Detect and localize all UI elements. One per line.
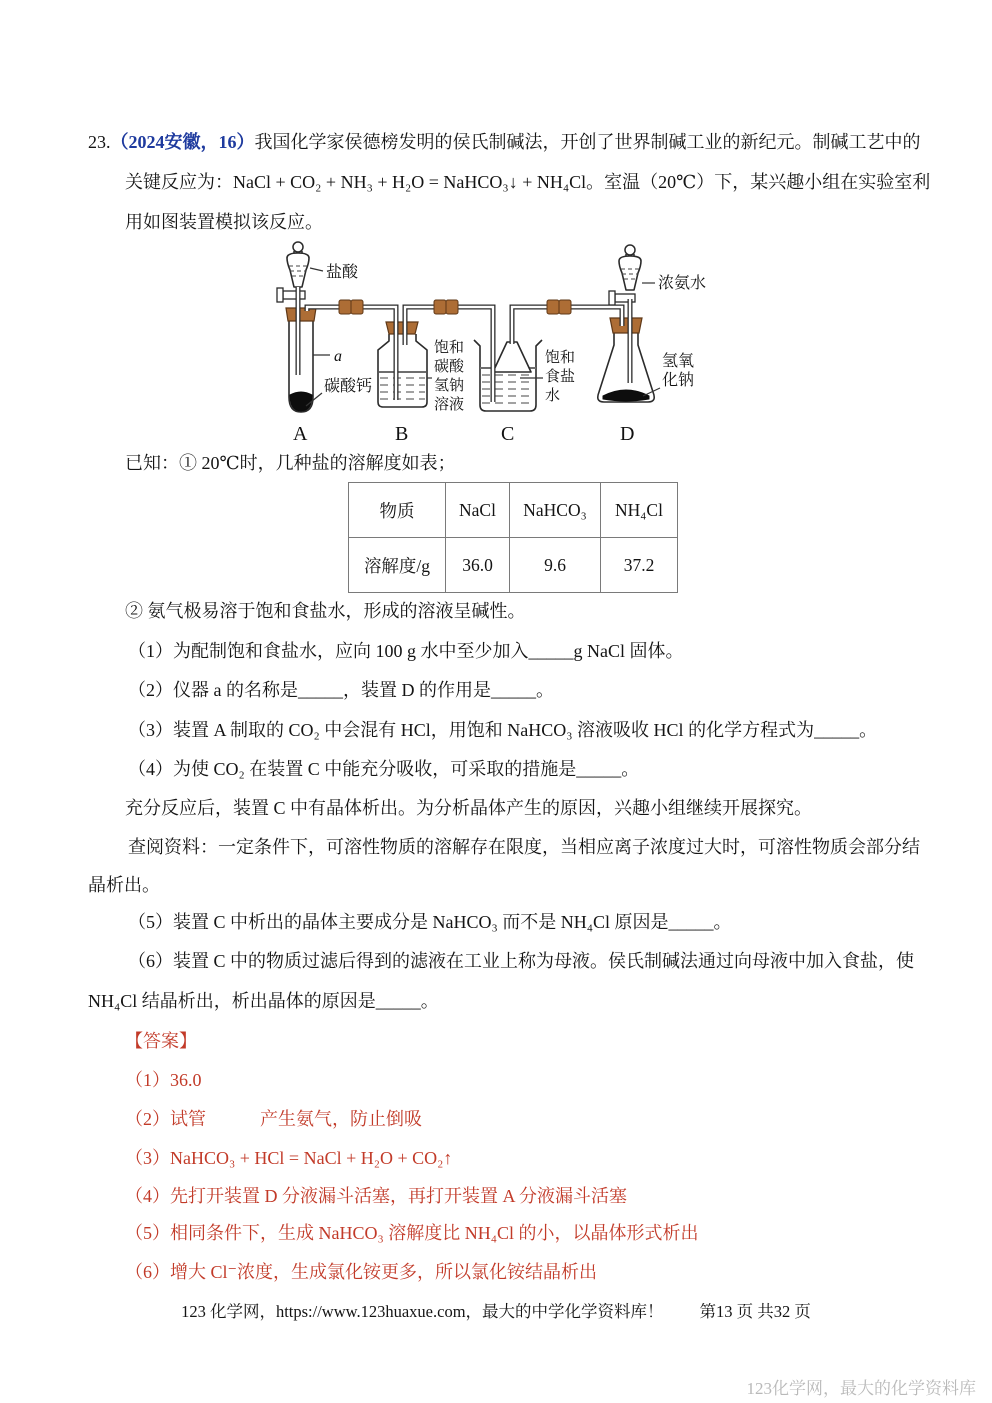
answer-5: （5）相同条件下，生成 NaHCO₃ 溶解度比 NH₄Cl 的小，以晶体形式析出 <box>125 1223 699 1243</box>
question-number: 23. <box>88 132 111 152</box>
answer-4: （4）先打开装置 D 分液漏斗活塞，再打开装置 A 分液漏斗活塞 <box>125 1186 628 1206</box>
paragraph-reference-2: 晶析出。 <box>88 875 160 895</box>
sub-question-4: （4）为使 CO₂ 在装置 C 中能充分吸收，可采取的措施是_____。 <box>128 759 640 779</box>
page-footer <box>0 1298 992 1322</box>
label-caco3: 碳酸钙 <box>324 378 373 395</box>
question-intro-line3: 用如图装置模拟该反应。 <box>125 212 323 232</box>
solubility-table <box>348 482 678 593</box>
sub-question-5: （5）装置 C 中析出的晶体主要成分是 NaHCO₃ 而不是 NH₄Cl 原因是_____。 <box>128 912 732 932</box>
stopper-a <box>286 308 316 321</box>
separating-funnel-d <box>619 245 641 290</box>
answer-header: 【答案】 <box>125 1031 197 1051</box>
sub-question-3: （3）装置 A 制取的 CO₂ 中会混有 HCl，用饱和 NaHCO₃ 溶液吸收 HCl 的化学方程式为_____。 <box>128 720 878 740</box>
label-nahco3-3: 氢钠 <box>434 378 465 394</box>
sub-question-1: （1）为配制饱和食盐水，应向 100 g 水中至少加入_____g NaCl 固体。 <box>128 641 684 661</box>
label-nahco3-4: 溶液 <box>434 397 465 413</box>
beaker-c <box>474 340 542 411</box>
footer-site-info: 123 化学网，https://www.123huaxue.com，最大的中学化学资料库！ <box>181 1302 664 1321</box>
flask-d <box>598 333 654 402</box>
question-intro-line1 <box>88 131 921 153</box>
label-naoh-1: 氢氧 <box>662 353 695 370</box>
letter-c: C <box>501 423 515 445</box>
test-tube-a <box>289 321 313 412</box>
table-cell: NaHCO₃ <box>510 483 601 538</box>
table-cell: NaCl <box>446 483 510 538</box>
letter-d: D <box>620 423 635 445</box>
answer-2: （2）试管 产生氨气，防止倒吸 <box>125 1109 422 1129</box>
letter-a: A <box>293 423 308 445</box>
answer-6: （6）增大 Cl⁻浓度，生成氯化铵更多，所以氯化铵结晶析出 <box>125 1262 598 1282</box>
table-cell: 37.2 <box>601 538 678 593</box>
label-nahco3-2: 碳酸 <box>434 359 465 375</box>
table-cell: 9.6 <box>510 538 601 593</box>
question-source-tag: （2024安徽，16） <box>110 132 255 152</box>
table-header-row <box>349 483 678 538</box>
answer-1: （1）36.0 <box>125 1070 202 1090</box>
apparatus-diagram <box>252 238 722 448</box>
stopper-b <box>386 322 418 334</box>
question-intro-line2: 关键反应为：NaCl + CO₂ + NH₃ + H₂O = NaHCO₃↓ + NH₄Cl。室温（20℃）下，某兴趣小组在实验室利 <box>125 172 931 192</box>
table-cell: 36.0 <box>446 538 510 593</box>
separating-funnel-a <box>287 242 309 287</box>
footer-page-number: 第13 页 共32 页 <box>699 1302 811 1321</box>
label-nacl-water-3: 水 <box>545 388 561 404</box>
label-nahco3-1: 饱和 <box>434 340 465 356</box>
question-intro-text: 我国化学家侯德榜发明的侯氏制碱法，开创了世界制碱工业的新纪元。制碱工艺中的 <box>254 132 921 152</box>
table-data-row <box>349 538 678 593</box>
watermark-text: 123化学网，最大的化学资料库 <box>746 1379 976 1398</box>
label-hcl: 盐酸 <box>326 264 359 281</box>
answer-3: （3）NaHCO₃ + HCl = NaCl + H₂O + CO₂↑ <box>125 1148 453 1168</box>
label-nacl-water-1: 饱和 <box>545 350 576 366</box>
stopper-d <box>610 318 642 333</box>
sub-question-6-line1: （6）装置 C 中的物质过滤后得到的滤液在工业上称为母液。侯氏制碱法通过向母液中加入食盐，使 <box>128 951 915 971</box>
caco3-solid <box>290 392 312 411</box>
label-ammonia: 浓氨水 <box>658 275 707 292</box>
known-line-1: 已知：① 20℃时，几种盐的溶解度如表； <box>125 453 456 473</box>
label-naoh-2: 化钠 <box>662 372 695 389</box>
table-cell: 物质 <box>349 483 446 538</box>
letter-b: B <box>395 423 409 445</box>
sub-question-6-line2: NH₄Cl 结晶析出，析出晶体的原因是_____。 <box>88 991 439 1011</box>
label-nacl-water-2: 食盐 <box>545 369 576 385</box>
table-cell: 溶解度/g <box>349 538 446 593</box>
known-line-2: ② 氨气极易溶于饱和食盐水，形成的溶液呈碱性。 <box>125 601 526 621</box>
stopcock-a <box>277 288 305 302</box>
table-cell: NH₄Cl <box>601 483 678 538</box>
label-a-mark: a <box>334 348 342 365</box>
paragraph-observation: 充分反应后，装置 C 中有晶体析出。为分析晶体产生的原因，兴趣小组继续开展探究。 <box>125 798 813 818</box>
sub-question-2: （2）仪器 a 的名称是_____，装置 D 的作用是_____。 <box>128 680 554 700</box>
paragraph-reference-1: 查阅资料：一定条件下，可溶性物质的溶解存在限度，当相应离子浓度过大时，可溶性物质会部分结 <box>128 837 920 857</box>
